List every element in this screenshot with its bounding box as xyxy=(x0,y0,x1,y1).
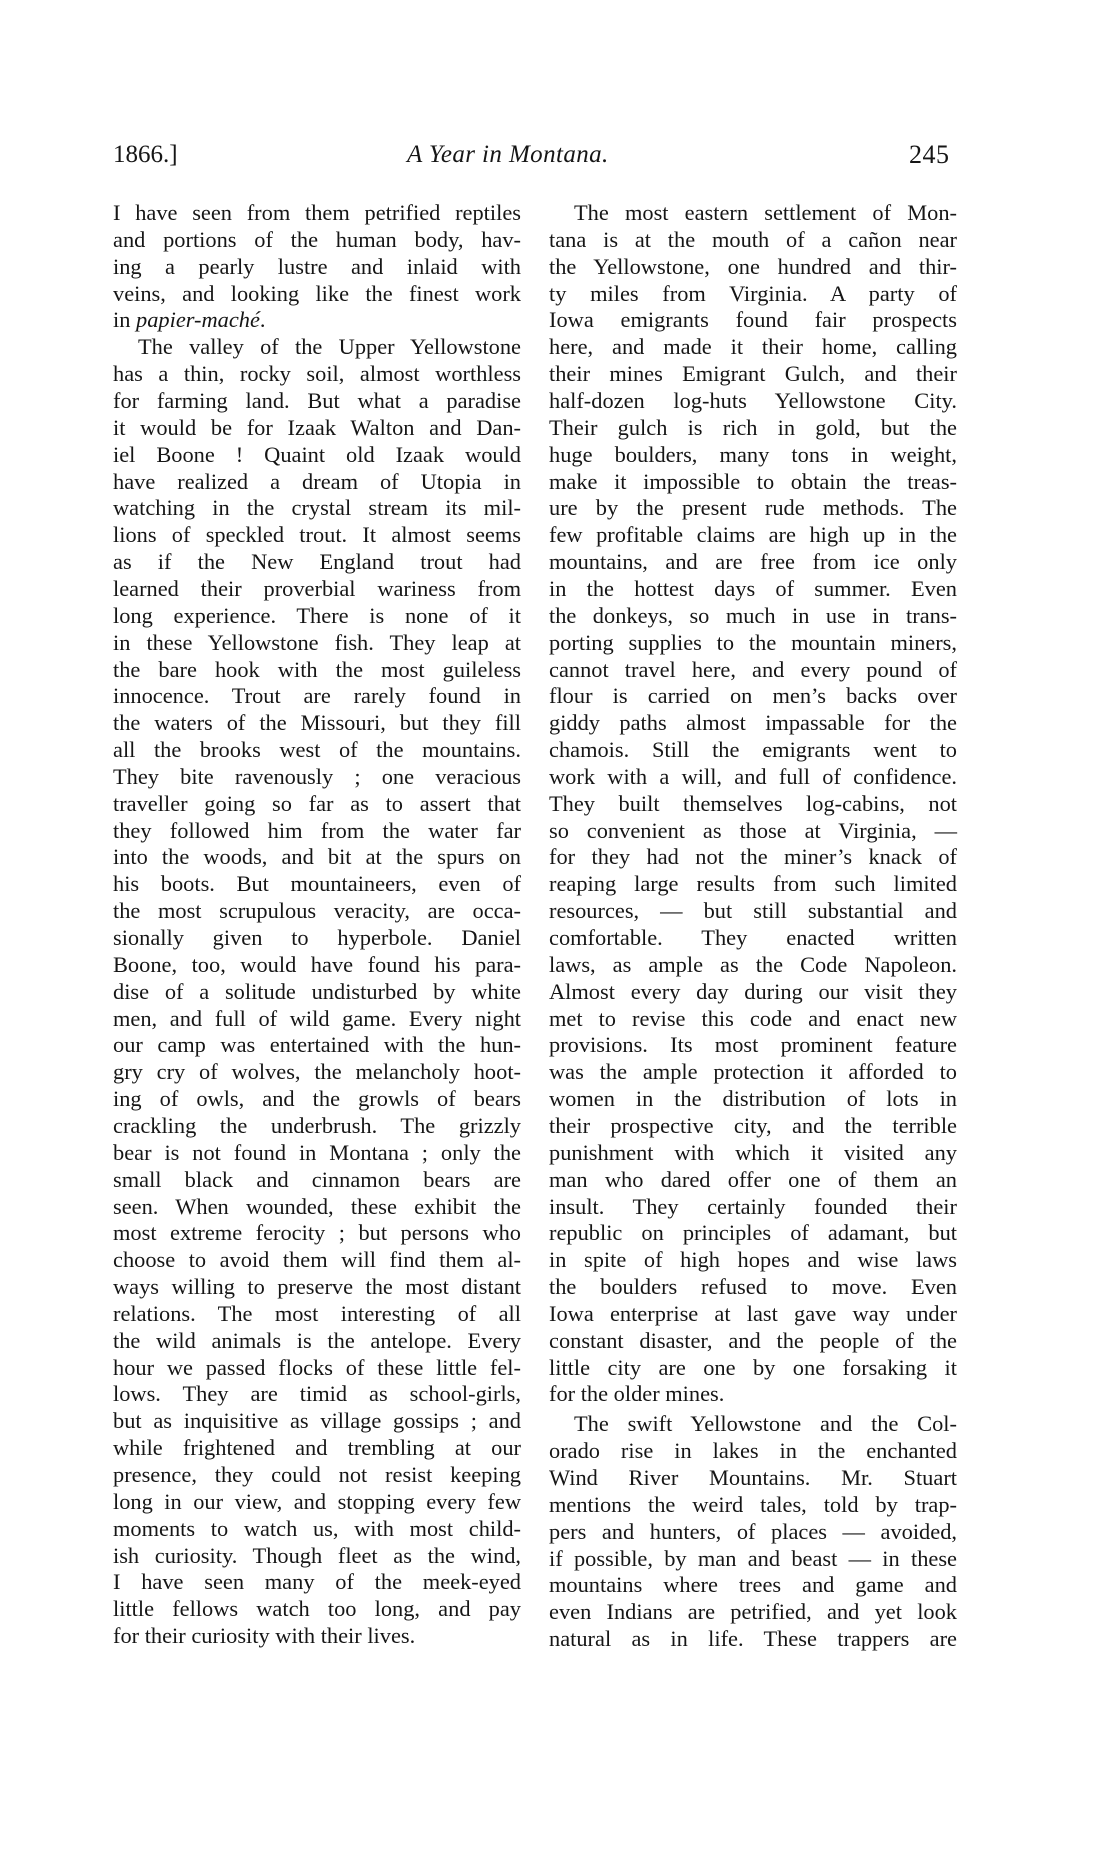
text-line xyxy=(549,1464,957,1491)
text-line xyxy=(549,1031,957,1058)
text-line xyxy=(113,1193,521,1220)
line-text: mentions the weird tales, told by trap- xyxy=(549,1491,957,1517)
line-text: I have seen many of the meek-eyed xyxy=(113,1569,521,1595)
line-text: the wild animals is the antelope. Every xyxy=(113,1327,521,1353)
text-line xyxy=(113,1515,521,1542)
line-text: insult. They certainly founded their xyxy=(549,1193,957,1219)
line-text: punishment with which it visited any xyxy=(549,1139,957,1165)
text-line xyxy=(113,1005,521,1032)
line-text: republic on principles of adamant, but xyxy=(549,1220,957,1246)
text-line xyxy=(549,1219,957,1246)
text-line xyxy=(549,709,957,736)
text-line xyxy=(549,226,957,253)
page-number: 245 xyxy=(909,140,950,169)
line-text: flour is carried on men’s backs over xyxy=(549,683,957,709)
text-line xyxy=(549,897,957,924)
line-text: traveller going so far as to assert that xyxy=(113,790,521,816)
line-text: met to revise this code and enact new xyxy=(549,1005,957,1031)
italic-phrase: papier-maché xyxy=(136,307,260,333)
line-text: make it impossible to obtain the treas- xyxy=(549,468,957,494)
text-line xyxy=(113,1407,521,1434)
line-text: ure by the present rude methods. The xyxy=(549,495,957,521)
text-line xyxy=(113,521,521,548)
line-text: They built themselves log-cabins, not xyxy=(549,790,957,816)
text-line xyxy=(549,924,957,951)
text-line xyxy=(549,1327,957,1354)
line-text: it would be for Izaak Walton and Dan- xyxy=(113,414,521,440)
line-text: for farming land. But what a paradise xyxy=(113,388,521,413)
text-line xyxy=(549,817,957,844)
line-text: They bite ravenously ; one veracious xyxy=(113,763,521,789)
text-line xyxy=(549,1246,957,1273)
text-line xyxy=(549,1598,957,1625)
line-text: The swift Yellowstone and the Col- xyxy=(574,1411,957,1437)
line-text: I have seen from them petrified reptiles xyxy=(113,200,521,225)
line-text: dise of a solitude undisturbed by white xyxy=(113,978,521,1004)
text-line xyxy=(113,306,521,333)
line-text: women in the distribution of lots in xyxy=(549,1086,957,1112)
text-line xyxy=(549,656,957,683)
text-line xyxy=(113,1031,521,1058)
line-text: lows. They are timid as school-girls, xyxy=(113,1381,521,1407)
line-text: ing of owls, and the growls of bears xyxy=(113,1086,521,1112)
line-text: few profitable claims are high up in the xyxy=(549,522,957,548)
line-text: presence, they could not resist keeping xyxy=(113,1461,521,1487)
text-line xyxy=(549,1085,957,1112)
line-text: moments to watch us, with most child- xyxy=(113,1515,521,1541)
line-text: his boots. But mountaineers, even of xyxy=(113,871,521,897)
line-text: was the ample protection it afforded to xyxy=(549,1059,957,1085)
text-line xyxy=(113,494,521,521)
line-text: the boulders refused to move. Even xyxy=(549,1274,957,1299)
line-text: their prospective city, and the terrible xyxy=(549,1112,957,1138)
line-text: our camp was entertained with the hun- xyxy=(113,1032,521,1058)
line-text: small black and cinnamon bears are xyxy=(113,1166,521,1192)
line-text: while frightened and trembling at our xyxy=(113,1435,521,1461)
text-line xyxy=(549,1625,957,1652)
text-line xyxy=(113,951,521,978)
text-line xyxy=(549,1491,957,1518)
text-line xyxy=(113,682,521,709)
text-line xyxy=(113,790,521,817)
text-line xyxy=(549,682,957,709)
line-text: veins, and looking like the finest work xyxy=(113,280,521,306)
text-line xyxy=(113,387,521,414)
text-line xyxy=(113,763,521,790)
line-text: choose to avoid them will find them al- xyxy=(113,1247,521,1273)
line-text: iel Boone ! Quaint old Izaak would xyxy=(113,441,521,467)
line-text: half-dozen log-huts Yellowstone City. xyxy=(549,388,957,413)
line-text: long experience. There is none of it xyxy=(113,602,521,628)
text-line xyxy=(113,817,521,844)
text-line xyxy=(549,843,957,870)
text-line xyxy=(113,1622,521,1649)
line-text: here, and made it their home, calling xyxy=(549,334,957,360)
text-line xyxy=(113,656,521,683)
line-text: but as inquisitive as village gossips ; and xyxy=(113,1408,521,1434)
text-line xyxy=(113,1219,521,1246)
text-line xyxy=(549,253,957,280)
text-line xyxy=(549,870,957,897)
text-line xyxy=(549,441,957,468)
text-line xyxy=(549,736,957,763)
text-line xyxy=(549,1058,957,1085)
text-line xyxy=(113,548,521,575)
line-text: The most eastern settlement of Mon- xyxy=(574,200,957,225)
text-line xyxy=(549,1354,957,1381)
line-text: Their gulch is rich in gold, but the xyxy=(549,414,957,440)
line-text: ish curiosity. Though fleet as the wind, xyxy=(113,1542,521,1568)
text-line xyxy=(113,333,521,360)
line-text: watching in the crystal stream its mil- xyxy=(113,495,521,521)
line-text: and portions of the human body, hav- xyxy=(113,226,521,252)
text-line xyxy=(549,1571,957,1598)
text-line xyxy=(549,548,957,575)
text-line xyxy=(549,763,957,790)
text-line xyxy=(113,978,521,1005)
line-text: Almost every day during our visit they xyxy=(549,978,957,1004)
text-line xyxy=(549,978,957,1005)
text-line xyxy=(549,414,957,441)
text-line xyxy=(113,575,521,602)
text-line xyxy=(549,199,957,226)
text-line xyxy=(113,1380,521,1407)
line-text: so convenient as those at Virginia, — xyxy=(549,817,957,843)
text-line xyxy=(549,629,957,656)
text-line xyxy=(113,1058,521,1085)
line-text: mountains where trees and game and xyxy=(549,1572,957,1598)
line-text: gry cry of wolves, the melancholy hoot- xyxy=(113,1059,521,1085)
line-text: in xyxy=(113,307,137,333)
line-text: porting supplies to the mountain miners, xyxy=(549,629,957,655)
text-line xyxy=(113,897,521,924)
text-line xyxy=(549,1410,957,1437)
line-text: as if the New England trout had xyxy=(113,549,521,575)
line-text: pers and hunters, of places — avoided, xyxy=(549,1518,957,1544)
text-line xyxy=(113,1354,521,1381)
line-text: the Yellowstone, one hundred and thir- xyxy=(549,253,957,279)
text-line xyxy=(549,1437,957,1464)
text-line xyxy=(113,1300,521,1327)
line-text: in these Yellowstone fish. They leap at xyxy=(113,629,521,655)
text-line xyxy=(113,360,521,387)
line-text: constant disaster, and the people of the xyxy=(549,1327,957,1353)
line-text: for the older mines. xyxy=(549,1381,725,1407)
text-line xyxy=(113,1085,521,1112)
text-line xyxy=(549,1545,957,1572)
text-line xyxy=(113,199,521,226)
line-text: mountains, and are free from ice only xyxy=(549,549,957,575)
text-line xyxy=(113,843,521,870)
line-text: lions of speckled trout. It almost seems xyxy=(113,522,521,548)
text-line xyxy=(549,306,957,333)
text-line xyxy=(549,1166,957,1193)
line-text: sionally given to hyperbole. Daniel xyxy=(113,925,521,950)
line-text: man who dared offer one of them an xyxy=(549,1166,957,1192)
text-line xyxy=(113,1246,521,1273)
line-text: Iowa emigrants found fair prospects xyxy=(549,307,957,333)
line-text: learned their proverbial wariness from xyxy=(113,575,521,601)
line-text: little city are one by one forsaking it xyxy=(549,1354,957,1380)
text-line xyxy=(113,709,521,736)
text-line xyxy=(113,602,521,629)
text-line xyxy=(113,1542,521,1569)
line-text: natural as in life. These trappers are xyxy=(549,1626,957,1651)
text-line xyxy=(549,1300,957,1327)
line-text: their mines Emigrant Gulch, and their xyxy=(549,361,957,387)
line-text: even Indians are petrified, and yet look xyxy=(549,1599,957,1625)
line-text: little fellows watch too long, and pay xyxy=(113,1596,521,1622)
text-line xyxy=(113,226,521,253)
text-line xyxy=(113,1461,521,1488)
line-text: the donkeys, so much in use in trans- xyxy=(549,602,957,628)
text-line xyxy=(113,1112,521,1139)
line-text: giddy paths almost impassable for the xyxy=(549,710,957,736)
text-line xyxy=(113,1434,521,1461)
line-text: men, and full of wild game. Every night xyxy=(113,1005,521,1031)
text-line xyxy=(113,468,521,495)
text-line xyxy=(549,360,957,387)
text-line xyxy=(113,629,521,656)
text-line xyxy=(113,1273,521,1300)
text-line xyxy=(549,575,957,602)
line-text: the most scrupulous veracity, are occa- xyxy=(113,898,521,924)
text-line xyxy=(113,736,521,763)
line-text: all the brooks west of the mountains. xyxy=(113,737,521,762)
text-line xyxy=(549,1518,957,1545)
line-text: crackling the underbrush. The grizzly xyxy=(113,1112,521,1138)
line-text: hour we passed flocks of these little fel- xyxy=(113,1354,521,1380)
line-text: huge boulders, many tons in weight, xyxy=(549,441,957,467)
line-text: innocence. Trout are rarely found in xyxy=(113,683,521,709)
line-text: chamois. Still the emigrants went to xyxy=(549,737,957,762)
line-text: tana is at the mouth of a cañon near xyxy=(549,226,957,252)
line-text: for they had not the miner’s knack of xyxy=(549,844,957,870)
line-text: long in our view, and stopping every few xyxy=(113,1488,521,1514)
text-line xyxy=(113,1488,521,1515)
text-line xyxy=(549,1380,957,1407)
text-line xyxy=(549,951,957,978)
text-line xyxy=(549,521,957,548)
running-head-title: A Year in Montana. xyxy=(407,141,609,168)
line-text-tail: . xyxy=(259,307,266,333)
text-line xyxy=(549,1139,957,1166)
text-line xyxy=(549,790,957,817)
line-text: they followed him from the water far xyxy=(113,817,521,843)
text-line xyxy=(113,253,521,280)
text-line xyxy=(113,1595,521,1622)
line-text: Wind River Mountains. Mr. Stuart xyxy=(549,1464,957,1490)
text-line xyxy=(113,870,521,897)
line-text: ty miles from Virginia. A party of xyxy=(549,280,957,306)
line-text: resources, — but still substantial and xyxy=(549,898,957,924)
text-line xyxy=(113,441,521,468)
text-line xyxy=(549,494,957,521)
text-line xyxy=(549,1193,957,1220)
text-line xyxy=(549,387,957,414)
line-text: ing a pearly lustre and inlaid with xyxy=(113,253,521,279)
text-line xyxy=(549,1273,957,1300)
line-text: laws, as ample as the Code Napoleon. xyxy=(549,951,957,977)
line-text: orado rise in lakes in the enchanted xyxy=(549,1438,957,1464)
line-text: the waters of the Missouri, but they fill xyxy=(113,710,521,736)
line-text: the bare hook with the most guileless xyxy=(113,656,521,682)
line-text: if possible, by man and beast — in these xyxy=(549,1545,957,1571)
line-text: ways willing to preserve the most distant xyxy=(113,1274,521,1299)
line-text: seen. When wounded, these exhibit the xyxy=(113,1193,521,1219)
text-line xyxy=(113,1166,521,1193)
line-text: reaping large results from such limited xyxy=(549,871,957,897)
text-line xyxy=(549,1112,957,1139)
line-text: comfortable. They enacted written xyxy=(549,925,957,950)
line-text: provisions. Its most prominent feature xyxy=(549,1032,957,1058)
text-line xyxy=(113,1139,521,1166)
running-head-year: 1866.] xyxy=(113,141,178,168)
line-text: work with a will, and full of confidence. xyxy=(549,763,957,789)
line-text: Boone, too, would have found his para- xyxy=(113,951,521,977)
line-text: in spite of high hopes and wise laws xyxy=(549,1247,957,1273)
text-line xyxy=(549,468,957,495)
line-text: into the woods, and bit at the spurs on xyxy=(113,844,521,870)
line-text: has a thin, rocky soil, almost worthless xyxy=(113,361,521,387)
text-line xyxy=(113,1327,521,1354)
line-text: bear is not found in Montana ; only the xyxy=(113,1139,521,1165)
text-line xyxy=(113,414,521,441)
text-line xyxy=(113,1568,521,1595)
text-line xyxy=(113,924,521,951)
line-text: relations. The most interesting of all xyxy=(113,1300,521,1326)
text-line xyxy=(549,333,957,360)
text-line xyxy=(113,280,521,307)
text-line xyxy=(549,280,957,307)
line-text: have realized a dream of Utopia in xyxy=(113,468,521,494)
text-line xyxy=(549,1005,957,1032)
line-text: in the hottest days of summer. Even xyxy=(549,575,957,601)
line-text: Iowa enterprise at last gave way under xyxy=(549,1300,957,1326)
line-text: The valley of the Upper Yellowstone xyxy=(138,334,521,360)
line-text: for their curiosity with their lives. xyxy=(113,1623,416,1648)
line-text: most extreme ferocity ; but persons who xyxy=(113,1220,521,1246)
line-text: cannot travel here, and every pound of xyxy=(549,656,957,682)
text-line xyxy=(549,602,957,629)
